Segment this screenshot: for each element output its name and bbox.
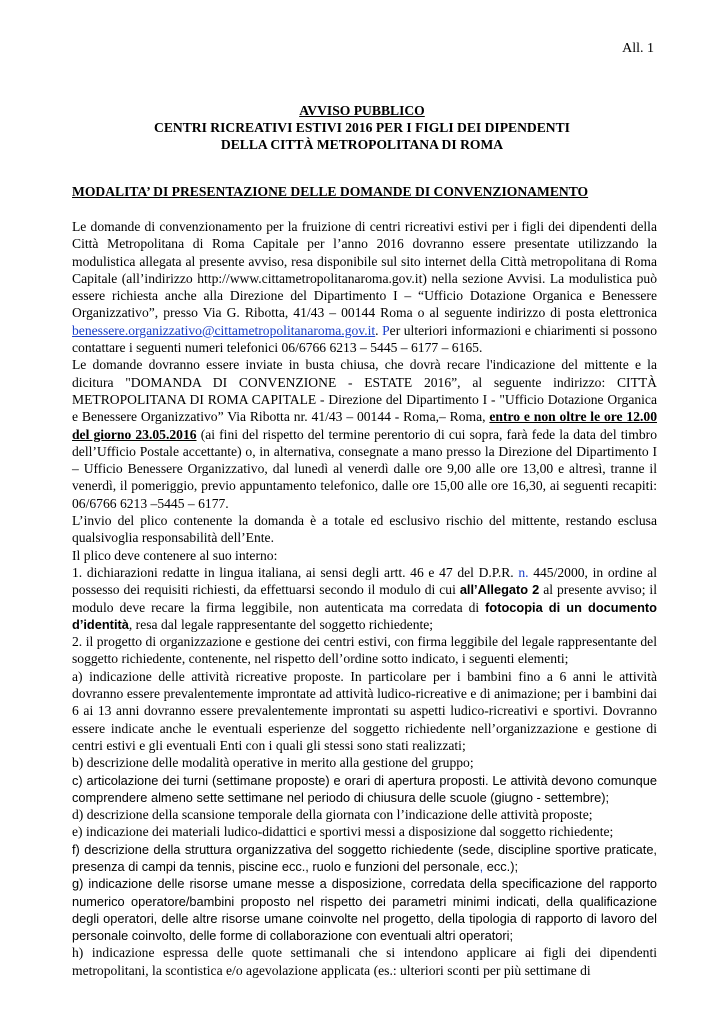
list-item-c: c) articolazione dei turni (settimane proposte) e orari di apertura proposti. Le attività devono comunque comprendere almeno sette settimane nel periodo di chiusura delle scuole (giugno - settembre); (72, 772, 657, 805)
item-f-comma: , (479, 858, 484, 874)
list-item-d: d) descrizione della scansione temporale della giornata con l’indicazione delle attività proposte; (72, 807, 593, 823)
allegato-reference: all’Allegato 2 (459, 582, 540, 598)
submission-text: Le domande dovranno essere inviate in busta chiusa, che dovrà recare l'indicazione del mittente e la dicitura "DOMANDA DI CONVENZIONE - ESTATE 2016”, al seguente indirizzo: CITTÀ METROPOLITANA DI ROMA CAPITALE - Direzione del Dipartimento I - "Ufficio Dotazione Organica e Benessere Organizzativo” Via Ribotta nr. 41/43 – 00144 - Roma,– Roma, (72, 357, 657, 425)
item-f-text: f) descrizione della struttura organizzativa del soggetto richiedente (sede, discipline sportive praticate, presenza di campi da tennis, piscine ecc., ruolo e funzioni del personale (72, 841, 657, 874)
notice-title: AVVISO PUBBLICO (299, 103, 425, 118)
item1-text-4: , resa dal legale rappresentante del soggetto richiedente; (128, 616, 434, 632)
email-link[interactable]: benessere.organizzativo@cittametropolitanaroma.gov.it (72, 322, 376, 338)
intro-contacts: er ulteriori informazioni e chiarimenti si possono contattare i seguenti numeri telefonici 06/6766 6213 – 5445 – 6177 – 6165. (72, 322, 657, 356)
item1-n: n. (518, 564, 529, 580)
intro-text: Le domande di convenzionamento per la fruizione di centri ricreativi estivi per i figli dei dipendenti della Città Metropolitana di Roma Capitale per l’anno 2016 dovranno essere presentate utilizzando la modulistica allegata al presente avviso, resa disponibile sul sito internet della Città metropolitana di Roma Capitale (all’indirizzo http://www.cittametropolitanaroma.gov.it) nella sezione Avvisi. La modulistica può essere richiesta anche alla Direzione del Dipartimento I – “Ufficio Dotazione Organica e Benessere Organizzativo”, presso Via G. Ribotta, 41/43 – 00144 Roma o al seguente indirizzo di posta elettronica (72, 219, 657, 321)
document-copy-requirement: fotocopia di un documento d’identità (72, 599, 657, 632)
document-header (0, 102, 724, 153)
item1-text-2: 445/2000, in ordine al possesso dei requisiti richiesti, da effettuarsi secondo il modulo di cui (72, 564, 657, 598)
paragraph-submission (72, 356, 657, 512)
list-item-g: g) indicazione delle risorse umane messe a disposizione, corredata della specificazione del rapporto numerico operatore/bambini proposto nel rispetto dei parametri minimi indicati, della qualificazione degli operatori, delle altre risorse umane coinvolte nel progetto, della tipologia di rapporto di lavoro del personale coinvolto, delle forme di collaborazione con eventuali altri operatori; (72, 876, 657, 944)
submission-details: (ai fini del rispetto del termine perentorio di cui sopra, farà fede la data del timbro dell’Ufficio Postale accettante) o, in alternativa, consegnate a mano presso la Direzione del Dipartimento I – Ufficio Benessere Organizzativo, dal lunedì al venerdì dalle ore 9,00 alle ore 13,00 e altresì, tranne il venerdì, il pomeriggio, previo appuntamento telefonico, dalle ore 15,00 alle ore 16,30, ai seguenti recapiti: 06/6766 6213 –5445 – 6177. (72, 426, 657, 511)
item1-text: 1. dichiarazioni redatte in lingua italiana, ai sensi degli artt. 46 e 47 del D.P.R. (72, 564, 519, 580)
item1-text-3: al presente avviso; il modulo deve recare la firma leggibile, non autenticata ma corredata di (72, 582, 657, 615)
list-item-e: e) indicazione dei materiali ludico-didattici e sportivi messi a disposizione dal soggetto richiedente; (72, 824, 614, 840)
list-item-2: 2. il progetto di organizzazione e gestione dei centri estivi, con firma leggibile del legale rappresentante del soggetto richiedente, contenente, nel rispetto dell’ordine sotto indicato, i seguenti elementi; (72, 634, 657, 667)
list-item-1 (72, 564, 657, 633)
item-f-text-2: ecc.); (483, 858, 519, 874)
notice-subtitle-1: CENTRI RICREATIVI ESTIVI 2016 PER I FIGLI DEI DIPENDENTI (154, 120, 570, 135)
intro-dot: . (375, 322, 383, 338)
intro-p-letter: P (382, 322, 390, 338)
list-item-f (72, 841, 657, 876)
list-item-b: b) descrizione delle modalità operative in merito alla gestione del gruppo; (72, 755, 474, 771)
attachment-label: All. 1 (622, 41, 654, 56)
paragraph-risk: L’invio del plico contenente la domanda è a totale ed esclusivo rischio del mittente, restando esclusa qualsivoglia responsabilità dell’Ente. (72, 513, 657, 546)
section-title: MODALITA’ DI PRESENTAZIONE DELLE DOMANDE DI CONVENZIONAMENTO (72, 184, 589, 199)
document-body (72, 218, 657, 979)
paragraph-intro (72, 218, 657, 356)
list-item-h: h) indicazione espressa delle quote settimanali che si intendono applicare ai figli dei dipendenti metropolitani, la scontistica e/o agevolazione applicata (es.: ulteriori sconti per più settimane di (72, 945, 657, 978)
list-item-a: a) indicazione delle attività ricreative proposte. In particolare per i bambini fino a 6 anni le attività dovranno essere prevalentemente improntate ad attività ludico-ricreative e di animazione; per i bambini dai 6 ai 13 anni dovranno essere prevalentemente improntati su aspetti ludico-ricreativi e sportivi. Dovranno essere indicate anche le eventuali esperienze del soggetto richiedente nell’organizzazione e gestione di centri estivi e gli eventuali Enti con i quali gli stessi sono stati realizzati; (72, 668, 657, 753)
notice-subtitle-2: DELLA CITTÀ METROPOLITANA DI ROMA (220, 137, 504, 152)
paragraph-contents: Il plico deve contenere al suo interno: (72, 547, 278, 563)
deadline-text: entro e non oltre le ore 12.00 del giorno 23.05.2016 (72, 409, 658, 442)
